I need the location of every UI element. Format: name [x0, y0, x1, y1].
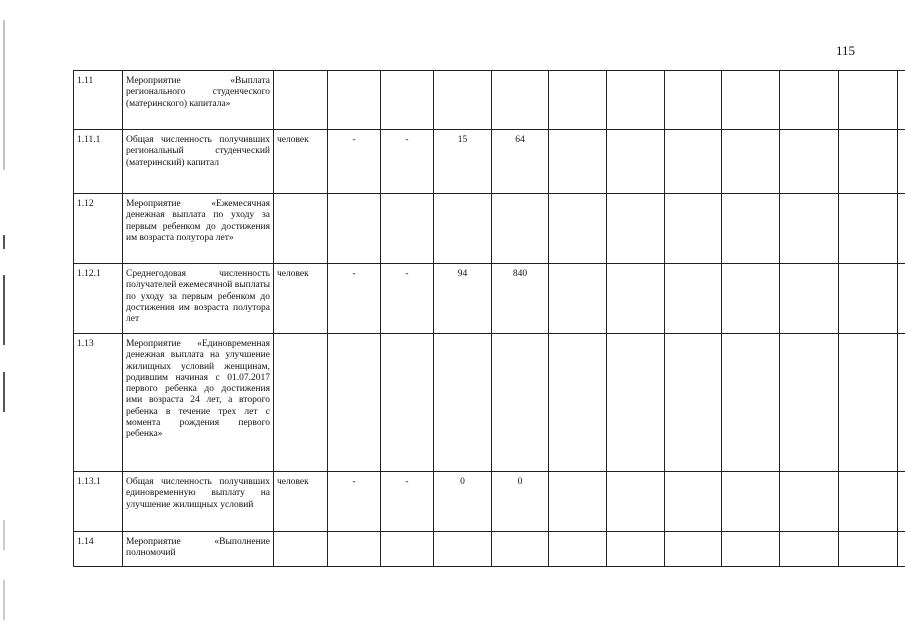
- value-cell: -: [328, 472, 381, 532]
- table-row: [74, 334, 905, 472]
- value-cell: [780, 472, 839, 532]
- value-cell: [328, 334, 381, 472]
- table-body: [74, 71, 905, 567]
- value-cell: [607, 472, 665, 532]
- value-cell: [607, 130, 665, 194]
- page-number: 115: [836, 43, 856, 58]
- value-cell: [898, 194, 905, 264]
- unit-cell: человек: [274, 472, 328, 532]
- value-cell: [328, 532, 381, 567]
- table-row: [74, 264, 905, 334]
- row-number-cell: 1.14: [74, 532, 123, 567]
- value-cell: [722, 532, 780, 567]
- table-row: [74, 532, 905, 567]
- indicator-name-cell: Общая численность получивших региональный студенческий (материнский) капитал: [123, 130, 274, 194]
- unit-cell: [274, 532, 328, 567]
- value-cell: [328, 194, 381, 264]
- value-cell: [839, 532, 898, 567]
- value-cell: [722, 334, 780, 472]
- unit-cell: человек: [274, 264, 328, 334]
- indicator-name-cell: Мероприятие «Единовременная денежная выплата на улучшение жилищных условий женщинам, родившим начиная с 01.07.2017 первого ребенка до достижения ими возраста 24 лет, а второго ребенка в течение трех лет с момента рождения первого ребенка»: [123, 334, 274, 472]
- value-cell: [898, 130, 905, 194]
- value-cell: 15: [434, 130, 492, 194]
- value-cell: [839, 130, 898, 194]
- value-cell: 0: [492, 472, 549, 532]
- indicator-name-cell: Среднегодовая численность получателей ежемесячной выплаты по уходу за первым ребенком до достижения им возраста полутора лет: [123, 264, 274, 334]
- value-cell: -: [328, 264, 381, 334]
- value-cell: [549, 71, 607, 130]
- value-cell: [722, 264, 780, 334]
- value-cell: [434, 532, 492, 567]
- value-cell: [665, 71, 722, 130]
- unit-cell: [274, 334, 328, 472]
- value-cell: 0: [434, 472, 492, 532]
- table-row: [74, 71, 905, 130]
- value-cell: [381, 71, 434, 130]
- value-cell: -: [381, 130, 434, 194]
- value-cell: [665, 194, 722, 264]
- row-number-cell: 1.11.1: [74, 130, 123, 194]
- value-cell: [839, 71, 898, 130]
- value-cell: [898, 472, 905, 532]
- value-cell: [665, 264, 722, 334]
- value-cell: [780, 334, 839, 472]
- value-cell: [549, 194, 607, 264]
- value-cell: [839, 264, 898, 334]
- value-cell: [607, 264, 665, 334]
- row-number-cell: 1.13: [74, 334, 123, 472]
- value-cell: [722, 130, 780, 194]
- value-cell: [898, 334, 905, 472]
- value-cell: [434, 334, 492, 472]
- value-cell: [607, 334, 665, 472]
- value-cell: [839, 334, 898, 472]
- value-cell: [549, 532, 607, 567]
- indicator-name-cell: Общая численность получивших единовременную выплату на улучшение жилищных условий: [123, 472, 274, 532]
- value-cell: [492, 71, 549, 130]
- value-cell: [665, 472, 722, 532]
- value-cell: [780, 264, 839, 334]
- value-cell: [381, 334, 434, 472]
- indicator-name-cell: Мероприятие «Выполнение полномочий: [123, 532, 274, 567]
- indicator-name-cell: Мероприятие «Выплата регионального студенческого (материнского) капитала»: [123, 71, 274, 130]
- scan-margin-marks: [0, 0, 8, 640]
- table-row: [74, 472, 905, 532]
- value-cell: [492, 532, 549, 567]
- value-cell: [665, 130, 722, 194]
- value-cell: [839, 194, 898, 264]
- unit-cell: [274, 194, 328, 264]
- indicator-name-cell: Мероприятие «Ежемесячная денежная выплата по уходу за первым ребенком до достижения им возраста полутора лет»: [123, 194, 274, 264]
- value-cell: [607, 194, 665, 264]
- value-cell: -: [381, 264, 434, 334]
- row-number-cell: 1.13.1: [74, 472, 123, 532]
- value-cell: 840: [492, 264, 549, 334]
- value-cell: [328, 71, 381, 130]
- value-cell: [492, 334, 549, 472]
- value-cell: [722, 71, 780, 130]
- value-cell: [839, 472, 898, 532]
- value-cell: [607, 532, 665, 567]
- value-cell: [665, 532, 722, 567]
- row-number-cell: 1.12.1: [74, 264, 123, 334]
- value-cell: [780, 71, 839, 130]
- value-cell: [549, 264, 607, 334]
- row-number-cell: 1.11: [74, 71, 123, 130]
- value-cell: [549, 472, 607, 532]
- unit-cell: человек: [274, 130, 328, 194]
- value-cell: -: [381, 472, 434, 532]
- value-cell: [780, 130, 839, 194]
- value-cell: [898, 71, 905, 130]
- value-cell: [492, 194, 549, 264]
- indicators-table: [73, 70, 905, 567]
- value-cell: -: [328, 130, 381, 194]
- value-cell: [780, 194, 839, 264]
- value-cell: [381, 194, 434, 264]
- value-cell: [898, 264, 905, 334]
- value-cell: [722, 472, 780, 532]
- value-cell: [722, 194, 780, 264]
- value-cell: [549, 334, 607, 472]
- table-row: [74, 194, 905, 264]
- value-cell: [434, 194, 492, 264]
- value-cell: [665, 334, 722, 472]
- value-cell: [780, 532, 839, 567]
- value-cell: [549, 130, 607, 194]
- value-cell: [607, 71, 665, 130]
- value-cell: [898, 532, 905, 567]
- value-cell: 94: [434, 264, 492, 334]
- unit-cell: [274, 71, 328, 130]
- value-cell: 64: [492, 130, 549, 194]
- value-cell: [434, 71, 492, 130]
- table-row: [74, 130, 905, 194]
- value-cell: [381, 532, 434, 567]
- row-number-cell: 1.12: [74, 194, 123, 264]
